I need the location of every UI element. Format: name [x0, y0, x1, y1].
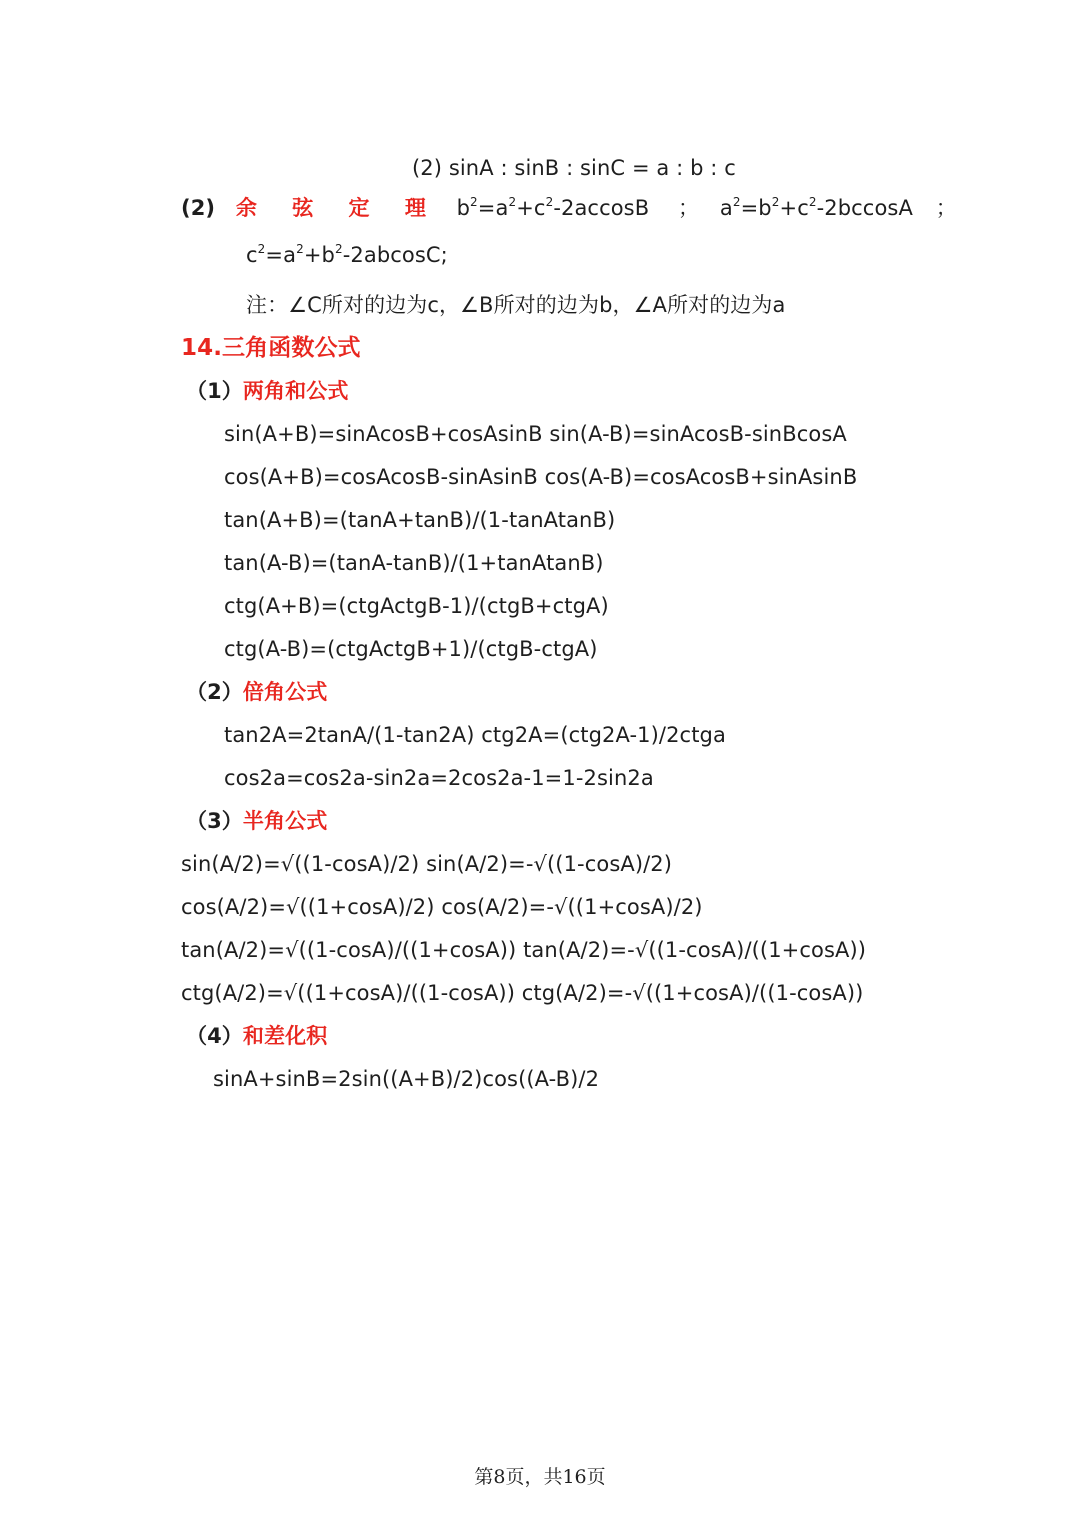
- subsection-3-title: 半角公式: [242, 809, 328, 833]
- sum-formula-line: tan(A+B)=(tanA+tanB)/(1-tanAtanB): [224, 508, 616, 532]
- subsection-4-number: （4）: [186, 1024, 243, 1048]
- sum-formula-line: cos(A+B)=cosAcosB-sinAsinB cos(A-B)=cosAcosB+sinAsinB: [224, 465, 858, 489]
- subsection-1-heading: [186, 377, 348, 405]
- section-14-title: 14.三角函数公式: [181, 335, 361, 361]
- separator-1: ；: [678, 196, 700, 220]
- subsection-3-number: （3）: [186, 809, 243, 833]
- double-angle-formula-line: tan2A=2tanA/(1-tan2A) ctg2A=(ctg2A-1)/2ctga: [224, 723, 726, 747]
- sum-formula-line: sin(A+B)=sinAcosB+cosAsinB sin(A-B)=sinAcosB-sinBcosA: [224, 422, 847, 446]
- half-angle-formula-line: ctg(A/2)=√((1+cosA)/((1-cosA)) ctg(A/2)=-√((1+cosA)/((1-cosA)): [181, 981, 864, 1005]
- subsection-1-number: （1）: [186, 379, 243, 403]
- half-angle-formula-line: tan(A/2)=√((1-cosA)/((1+cosA)) tan(A/2)=-√((1-cosA)/((1+cosA)): [181, 938, 867, 962]
- subsection-2-heading: [186, 678, 327, 706]
- subsection-3-heading: [186, 807, 327, 835]
- sum-to-product-formula-line: sinA+sinB=2sin((A+B)/2)cos((A-B)/2: [213, 1067, 600, 1091]
- subsection-2-title: 倍角公式: [242, 680, 328, 704]
- half-angle-formula-line: cos(A/2)=√((1+cosA)/2) cos(A/2)=-√((1+cosA)/2): [181, 895, 703, 919]
- sum-formula-line: ctg(A+B)=(ctgActgB-1)/(ctgB+ctgA): [224, 594, 609, 618]
- double-angle-formula-line: cos2a=cos2a-sin2a=2cos2a-1=1-2sin2a: [224, 766, 654, 790]
- subsection-4-title: 和差化积: [242, 1024, 328, 1048]
- law-of-cosines-note: 注：∠C所对的边为c，∠B所对的边为b，∠A所对的边为a: [246, 293, 786, 317]
- sum-formula-line: ctg(A-B)=(ctgActgB+1)/(ctgB-ctgA): [224, 637, 598, 661]
- subsection-1-title: 两角和公式: [242, 379, 349, 403]
- subsection-4-heading: [186, 1022, 327, 1050]
- formula-a-squared: $a^2=b^2+c^2-2bccosA$: [719, 195, 913, 220]
- law-of-sines-ratio: (2) sinA : sinB : sinC = a : b : c: [412, 156, 736, 180]
- subsection-2-number: （2）: [186, 680, 243, 704]
- law-of-cosines-title: 余 弦 定 理: [235, 196, 440, 220]
- separator-2: ；: [935, 196, 957, 220]
- sum-formula-line: tan(A-B)=(tanA-tanB)/(1+tanAtanB): [224, 551, 604, 575]
- page-footer: 第8页，共16页: [474, 1466, 606, 1488]
- formula-b-squared: $b^2=a^2+c^2-2accosB$: [456, 195, 650, 220]
- law-of-cosines-number: (2): [181, 196, 216, 220]
- formula-c-squared: $c^2=a^2+b^2-2abcosC$;: [246, 242, 448, 267]
- half-angle-formula-line: sin(A/2)=√((1-cosA)/2) sin(A/2)=-√((1-cosA)/2): [181, 852, 673, 876]
- law-of-cosines-row: [181, 194, 957, 222]
